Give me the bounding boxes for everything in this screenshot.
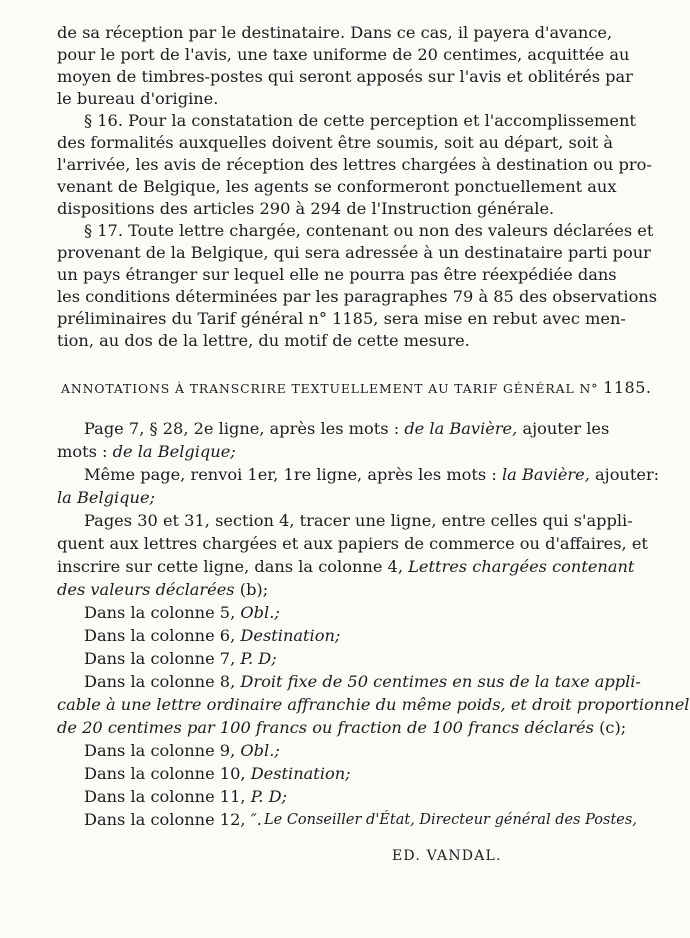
- annotation-italic: de 20 centimes par 100 francs ou fraction de 100 francs déclarés: [57, 718, 594, 737]
- annotation-text: Dans la colonne 11,: [84, 787, 251, 806]
- text-line: moyen de timbres-postes qui seront apposés sur l'avis et oblitérés par: [57, 67, 633, 86]
- annotation-text: mots :: [57, 442, 113, 461]
- text-line: le bureau d'origine.: [57, 89, 219, 108]
- annotation-line: [57, 601, 652, 624]
- annotations-list: [57, 417, 690, 831]
- annotation-line: [57, 647, 652, 670]
- annotation-text: Dans la colonne 12,: [84, 810, 251, 829]
- annotation-line: [57, 486, 652, 509]
- text-line: § 16. Pour la constatation de cette perception et l'accomplissement: [84, 111, 636, 130]
- annotation-line: [57, 739, 652, 762]
- text-line: un pays étranger sur lequel elle ne pourra pas être réexpédiée dans: [57, 265, 617, 284]
- annotation-line: [57, 578, 652, 601]
- text-line: de sa réception par le destinataire. Dans ce cas, il payera d'avance,: [57, 23, 613, 42]
- annotation-line: [57, 785, 652, 808]
- annotation-text: Dans la colonne 10,: [84, 764, 251, 783]
- annotation-line: [57, 670, 652, 693]
- annotation-italic: P. D;: [250, 787, 288, 806]
- text-line: l'arrivée, les avis de réception des lettres chargées à destination ou pro-: [57, 155, 652, 174]
- annotation-line: [57, 716, 652, 739]
- text-line: § 17. Toute lettre chargée, contenant ou non des valeurs déclarées et: [84, 221, 654, 240]
- annotation-italic: la Belgique;: [57, 488, 155, 507]
- annotation-italic: Droit fixe de 50 centimes en sus de la taxe appli-: [240, 672, 641, 691]
- annotation-line: [57, 417, 652, 440]
- annotation-line: [57, 624, 652, 647]
- paragraph-continuation: [57, 22, 652, 110]
- heading-text: ANNOTATIONS À TRANSCRIRE TEXTUELLEMENT AU TARIF GÉNÉRAL N°: [61, 381, 599, 396]
- annotation-text: (b);: [234, 580, 269, 599]
- annotation-italic: Lettres chargées contenant: [408, 557, 635, 576]
- heading-number: 1185.: [603, 378, 652, 397]
- annotation-italic: ″.: [250, 810, 262, 829]
- annotation-italic: cable à une lettre ordinaire affranchie du même poids, et droit proportionnel: [57, 695, 690, 714]
- annotation-italic: Destination;: [240, 626, 341, 645]
- paragraph-section-17: [57, 220, 658, 352]
- text-line: des formalités auxquelles doivent être soumis, soit au départ, soit à: [57, 133, 614, 152]
- text-line: tion, au dos de la lettre, du motif de cette mesure.: [57, 331, 470, 350]
- annotation-line: [57, 463, 660, 486]
- signature-name: ED. VANDAL.: [392, 848, 502, 864]
- annotation-text: Dans la colonne 9,: [84, 741, 241, 760]
- annotation-text: Dans la colonne 7,: [84, 649, 241, 668]
- annotation-text: ajouter:: [589, 465, 660, 484]
- annotation-line: [57, 762, 652, 785]
- text-line: dispositions des articles 290 à 294 de l'Instruction générale.: [57, 199, 555, 218]
- annotation-text: inscrire sur cette ligne, dans la colonne 4,: [57, 557, 409, 576]
- text-line: préliminaires du Tarif général n° 1185, sera mise en rebut avec men-: [57, 309, 626, 328]
- annotation-text: Dans la colonne 8,: [84, 672, 241, 691]
- annotation-italic: P. D;: [240, 649, 277, 668]
- annotation-line: Pages 30 et 31, section 4, tracer une ligne, entre celles qui s'appli-: [84, 511, 633, 530]
- text-line: venant de Belgique, les agents se conformeront ponctuellement aux: [57, 177, 617, 196]
- text-line: provenant de la Belgique, qui sera adressée à un destinataire parti pour: [57, 243, 651, 262]
- annotation-text: Même page, renvoi 1er, 1re ligne, après les mots :: [84, 465, 502, 484]
- annotation-italic: de la Belgique;: [112, 442, 236, 461]
- annotation-italic: la Bavière,: [501, 465, 590, 484]
- annotation-italic: des valeurs déclarées: [57, 580, 235, 599]
- annotation-italic: de la Bavière,: [404, 419, 518, 438]
- text-line: pour le port de l'avis, une taxe uniforme de 20 centimes, acquittée au: [57, 45, 630, 64]
- annotation-text: Page 7, § 28, 2e ligne, après les mots :: [84, 419, 405, 438]
- signature-title: Le Conseiller d'État, Directeur général des Postes,: [264, 812, 637, 828]
- annotation-text: (c);: [593, 718, 627, 737]
- annotation-line: [57, 693, 690, 716]
- annotation-text: Dans la colonne 5,: [84, 603, 241, 622]
- annotation-text: ajouter les: [517, 419, 610, 438]
- text-line: les conditions déterminées par les paragraphes 79 à 85 des observations: [57, 287, 658, 306]
- annotation-italic: Obl.;: [240, 741, 280, 760]
- section-heading: [61, 378, 652, 399]
- annotation-line: quent aux lettres chargées et aux papiers de commerce ou d'affaires, et: [57, 534, 648, 553]
- annotation-text: Dans la colonne 6,: [84, 626, 241, 645]
- annotation-italic: Destination;: [250, 764, 351, 783]
- annotation-line: [57, 440, 652, 463]
- annotation-line: [57, 555, 652, 578]
- annotation-italic: Obl.;: [240, 603, 280, 622]
- paragraph-section-16: [57, 110, 652, 220]
